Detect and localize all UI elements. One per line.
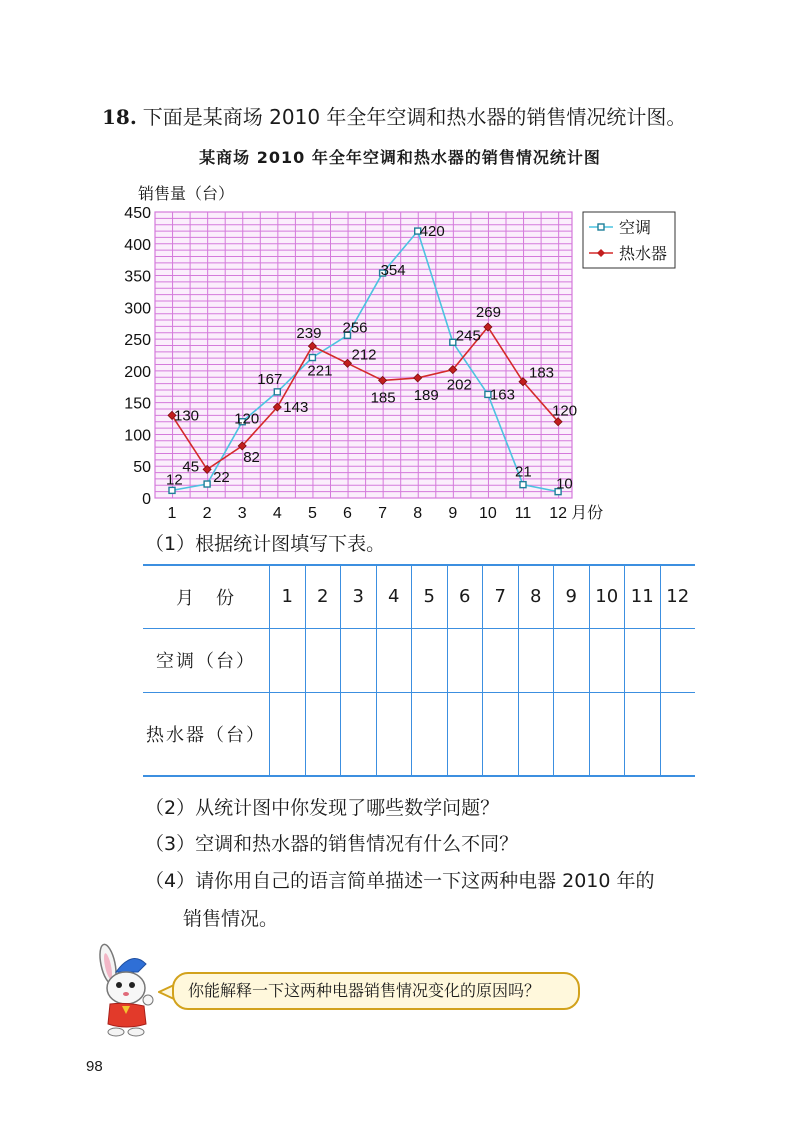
x-tick-label: 11 [514, 505, 532, 522]
data-label: 143 [283, 399, 309, 417]
data-label: 10 [556, 475, 573, 493]
table-header-month-label: 月 份 [143, 565, 270, 628]
answer-cell[interactable] [376, 692, 412, 776]
data-label: 183 [529, 364, 555, 382]
table-row-water-heater [143, 692, 695, 776]
answer-cell[interactable] [660, 628, 695, 692]
data-label: 12 [166, 471, 183, 489]
x-tick-label: 8 [413, 505, 423, 522]
answer-cell[interactable] [305, 628, 341, 692]
data-label: 256 [342, 319, 368, 337]
y-tick-label: 350 [124, 268, 151, 286]
answer-cell[interactable] [376, 628, 412, 692]
answer-cell[interactable] [447, 628, 483, 692]
x-tick-label: 4 [272, 505, 282, 522]
table-month-cell: 8 [518, 565, 554, 628]
data-table [143, 564, 695, 777]
table-month-cell: 12 [660, 565, 695, 628]
x-tick-label: 7 [378, 505, 388, 522]
sub-question-3: （3）空调和热水器的销售情况有什么不同？ [145, 833, 519, 855]
problem-number: 18. [102, 105, 137, 129]
data-label: 167 [257, 370, 283, 388]
table-month-cell: 7 [483, 565, 519, 628]
legend-entry: 空调 [619, 218, 652, 237]
table-month-cell: 11 [625, 565, 661, 628]
sub-question-4-line-1: （4）请你用自己的语言简单描述一下这两种电器 2010 年的 [145, 870, 655, 892]
data-point-air-conditioner [309, 355, 315, 361]
table-row-label-water-heater: 热水器（台） [143, 692, 270, 776]
answer-cell[interactable] [660, 692, 695, 776]
answer-cell[interactable] [589, 628, 625, 692]
data-label: 245 [455, 327, 481, 345]
data-label: 420 [419, 223, 445, 241]
x-tick-label: 1 [167, 505, 177, 522]
sub-question-2: （2）从统计图中你发现了哪些数学问题？ [145, 797, 500, 819]
data-label: 212 [351, 346, 377, 364]
page-number: 98 [86, 1058, 103, 1075]
table-row-air-conditioner [143, 628, 695, 692]
y-tick-label: 200 [124, 363, 151, 381]
y-tick-label: 0 [142, 491, 151, 508]
data-point-air-conditioner [204, 481, 210, 487]
data-label: 130 [174, 407, 200, 425]
x-tick-label: 5 [307, 505, 317, 522]
answer-cell[interactable] [625, 628, 661, 692]
answer-cell[interactable] [483, 692, 519, 776]
legend-marker-square-icon [598, 224, 604, 230]
legend-entry: 热水器 [619, 244, 668, 263]
data-label: 354 [380, 262, 406, 280]
table-month-cell: 2 [305, 565, 341, 628]
data-point-air-conditioner [274, 389, 280, 395]
x-tick-label: 6 [343, 505, 352, 522]
table-row-label-air-conditioner: 空调（台） [143, 628, 270, 692]
data-label: 185 [370, 389, 396, 407]
data-point-air-conditioner [520, 482, 526, 488]
chart-legend [583, 212, 675, 268]
table-month-cell: 5 [412, 565, 448, 628]
answer-cell[interactable] [447, 692, 483, 776]
data-label: 120 [552, 402, 578, 420]
table-month-cell: 10 [589, 565, 625, 628]
data-label: 120 [234, 410, 260, 428]
rabbit-mascot-icon [86, 942, 168, 1038]
answer-cell[interactable] [554, 692, 590, 776]
data-label: 21 [515, 463, 532, 481]
answer-cell[interactable] [625, 692, 661, 776]
data-label: 239 [296, 325, 322, 343]
x-axis-label: 月份 [571, 503, 604, 522]
chart-title: 某商场 2010 年全年空调和热水器的销售情况统计图 [199, 148, 601, 167]
y-tick-label: 150 [124, 395, 151, 413]
y-tick-label: 50 [133, 459, 151, 477]
y-tick-label: 100 [124, 427, 151, 445]
x-tick-label: 3 [237, 505, 247, 522]
data-label: 163 [489, 386, 515, 404]
data-label: 189 [413, 386, 439, 404]
y-tick-label: 250 [124, 332, 151, 350]
table-month-cell: 9 [554, 565, 590, 628]
data-label: 202 [446, 376, 472, 394]
y-tick-label: 450 [124, 205, 151, 222]
table-month-cell: 6 [447, 565, 483, 628]
answer-cell[interactable] [518, 692, 554, 776]
answer-cell[interactable] [341, 692, 377, 776]
line-chart [0, 0, 800, 530]
answer-cell[interactable] [554, 628, 590, 692]
sub-question-1: （1）根据统计图填写下表。 [145, 533, 386, 555]
table-month-cell: 4 [376, 565, 412, 628]
data-label: 269 [475, 304, 501, 322]
problem-text: 下面是某商场 2010 年全年空调和热水器的销售情况统计图。 [142, 105, 687, 129]
x-tick-label: 10 [479, 505, 497, 522]
data-label: 82 [243, 448, 260, 466]
answer-cell[interactable] [341, 628, 377, 692]
answer-cell[interactable] [270, 628, 306, 692]
answer-cell[interactable] [305, 692, 341, 776]
answer-cell[interactable] [270, 692, 306, 776]
data-label: 221 [307, 362, 333, 380]
x-tick-label: 12 [549, 505, 567, 522]
table-month-cell: 3 [341, 565, 377, 628]
sub-question-4-line-2: 销售情况。 [183, 908, 279, 930]
y-tick-label: 300 [124, 300, 151, 318]
table-header-row [143, 565, 695, 628]
table-month-cell: 1 [270, 565, 306, 628]
x-tick-label: 9 [448, 505, 458, 522]
y-axis-label: 销售量（台） [138, 184, 235, 203]
answer-cell[interactable] [518, 628, 554, 692]
speech-bubble: 你能解释一下这两种电器销售情况变化的原因吗？ [172, 972, 580, 1010]
answer-cell[interactable] [483, 628, 519, 692]
answer-cell[interactable] [412, 692, 448, 776]
data-label: 45 [182, 458, 200, 476]
answer-cell[interactable] [589, 692, 625, 776]
x-tick-label: 2 [202, 505, 212, 522]
answer-cell[interactable] [412, 628, 448, 692]
data-label: 22 [213, 469, 230, 487]
y-tick-label: 400 [124, 236, 151, 254]
